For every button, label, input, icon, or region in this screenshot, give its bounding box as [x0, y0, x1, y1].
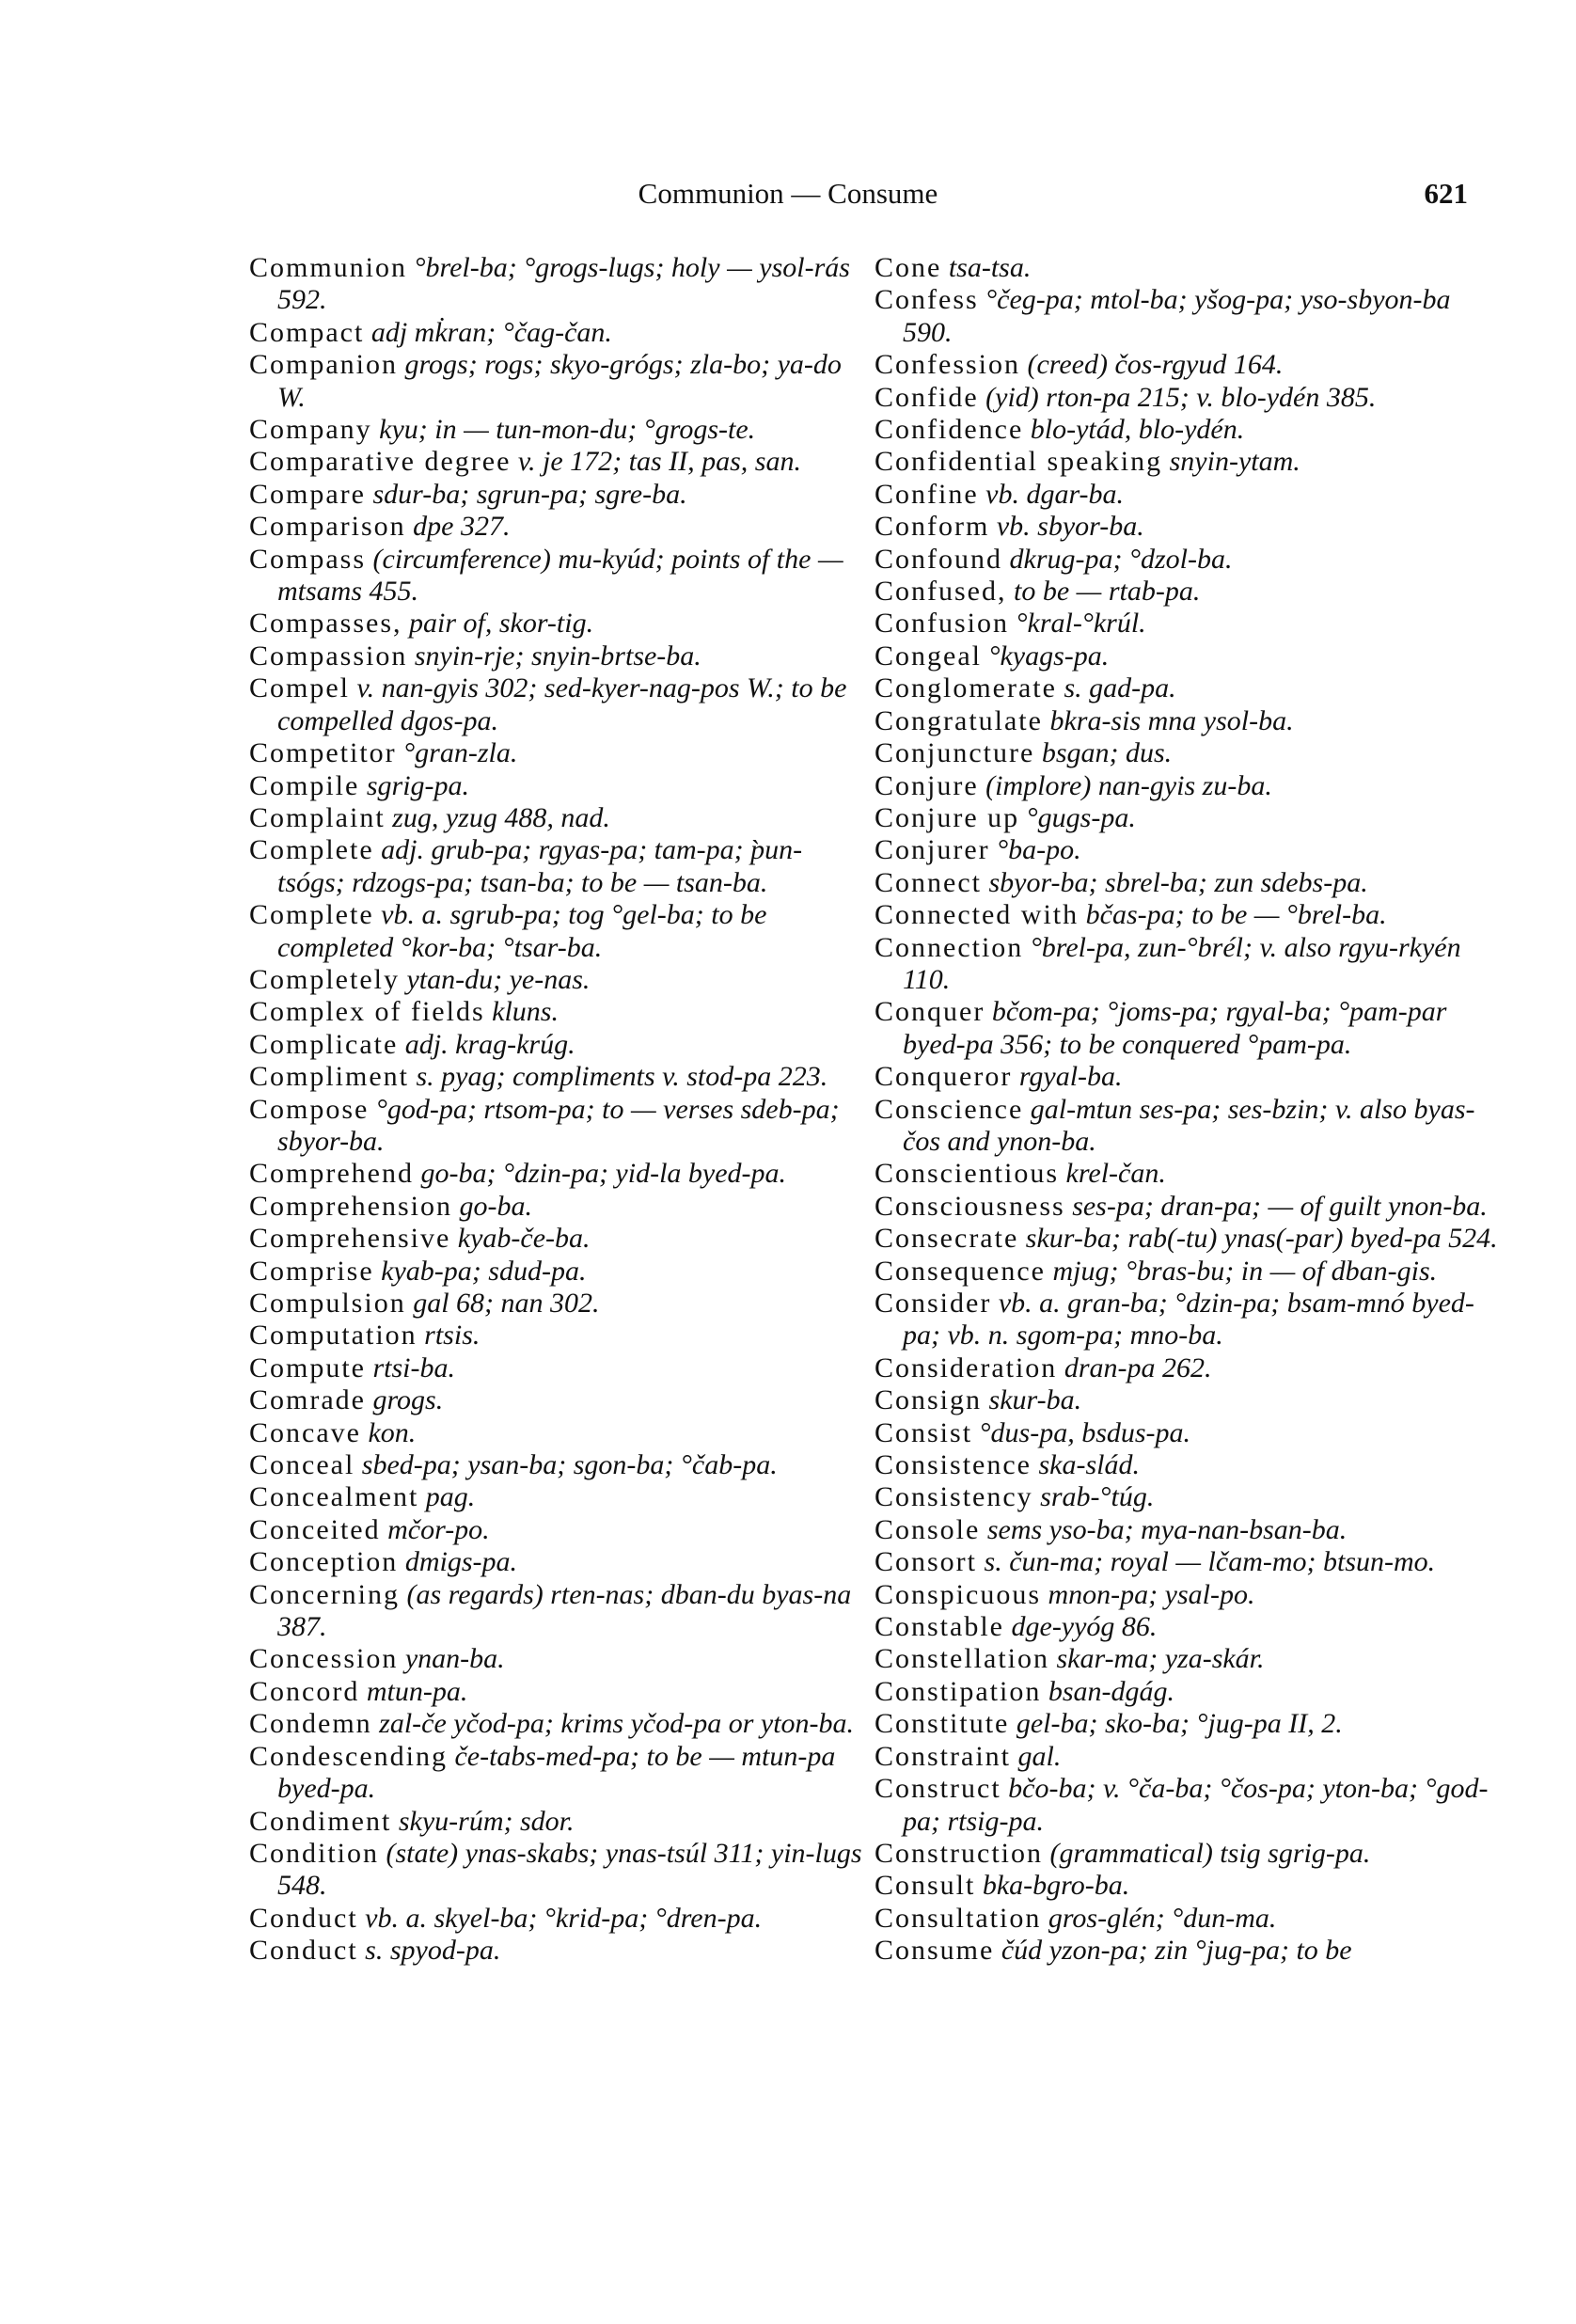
- entry-definition: (circumference) mu-kyúd; points of the — mtsams 455.: [277, 543, 843, 608]
- dictionary-entry: [875, 511, 1500, 543]
- dictionary-entry: [249, 1643, 865, 1675]
- dictionary-entry: [875, 737, 1500, 769]
- entry-headword: Compliment: [249, 1061, 409, 1093]
- entry-headword: Consequence: [875, 1255, 1046, 1287]
- dictionary-entry: [249, 1094, 865, 1159]
- dictionary-entry: [249, 770, 865, 802]
- dictionary-entry: [249, 1708, 865, 1740]
- entry-definition: °ba-po.: [997, 834, 1081, 866]
- dictionary-entry: [249, 446, 865, 478]
- dictionary-entry: [875, 672, 1500, 704]
- dictionary-entry: [875, 1741, 1500, 1773]
- dictionary-entry: [875, 834, 1500, 866]
- entry-headword: Constitute: [875, 1708, 1010, 1740]
- entry-definition: bčom-pa; °joms-pa; rgyal-ba; °pam-par byed-pa 356; to be conquered °pam-pa.: [903, 996, 1447, 1060]
- entry-headword: Conjurer: [875, 834, 990, 866]
- dictionary-entry: [875, 252, 1500, 284]
- dictionary-entry: [249, 1546, 865, 1578]
- entry-definition: vb. a. sgrub-pa; tog °gel-ba; to be completed °kor-ba; °tsar-ba.: [277, 899, 767, 963]
- entry-headword: Constraint: [875, 1740, 1011, 1772]
- entry-definition: go-ba.: [459, 1190, 532, 1222]
- entry-headword: Consistency: [875, 1481, 1033, 1513]
- entry-definition: ska-slád.: [1038, 1449, 1140, 1481]
- entry-definition: rtsi-ba.: [372, 1352, 456, 1383]
- dictionary-entry: [249, 640, 865, 672]
- dictionary-entry: [875, 349, 1500, 381]
- dictionary-entry: [875, 1223, 1500, 1255]
- dictionary-entry: [249, 544, 865, 609]
- page-title: Communion — Consume: [638, 177, 938, 210]
- entry-headword: Comparison: [249, 511, 406, 543]
- dictionary-entry: [875, 1903, 1500, 1935]
- entry-definition: dmigs-pa.: [404, 1546, 517, 1578]
- running-header: [0, 177, 1576, 214]
- entry-definition: sbed-pa; ysan-ba; sgon-ba; °čab-pa.: [361, 1449, 778, 1481]
- entry-definition: sbyor-ba; sbrel-ba; zun sdebs-pa.: [988, 866, 1368, 898]
- dictionary-entry: [875, 1611, 1500, 1643]
- entry-headword: Company: [249, 414, 372, 446]
- entry-headword: Confusion: [875, 608, 1010, 640]
- entry-headword: Concord: [249, 1675, 360, 1707]
- entry-headword: Companion: [249, 349, 398, 381]
- entry-definition: °brel-ba; °grogs-lugs; holy — ysol-rás 592.: [277, 252, 850, 316]
- dictionary-entry: [875, 1256, 1500, 1288]
- entry-headword: Consistence: [875, 1449, 1032, 1481]
- entry-definition: gal 68; nan 302.: [413, 1288, 600, 1319]
- entry-headword: Compel: [249, 672, 350, 704]
- dictionary-entry: [875, 608, 1500, 640]
- entry-headword: Conqueror: [875, 1061, 1013, 1093]
- entry-headword: Conduct: [249, 1902, 358, 1934]
- entry-definition: bčas-pa; to be — °brel-ba.: [1085, 899, 1387, 931]
- dictionary-entry: [249, 1676, 865, 1708]
- entry-definition: bka-bgro-ba.: [982, 1870, 1130, 1902]
- dictionary-entry: [875, 1546, 1500, 1578]
- entry-definition: (creed) čos-rgyud 164.: [1027, 349, 1284, 381]
- entry-headword: Compact: [249, 316, 365, 348]
- entry-definition: kon.: [368, 1416, 417, 1448]
- entry-headword: Consider: [875, 1288, 992, 1319]
- dictionary-entry: [875, 1838, 1500, 1870]
- entry-headword: Concave: [249, 1416, 361, 1448]
- entry-definition: bkra-sis mna ysol-ba.: [1049, 704, 1294, 736]
- entry-definition: (as regards) rten-nas; dban-du byas-na 387.: [277, 1578, 852, 1643]
- dictionary-entry: [249, 252, 865, 317]
- entry-definition: (state) ynas-skabs; ynas-tsúl 311; yin-lugs 548.: [277, 1837, 862, 1902]
- entry-definition: gal.: [1017, 1740, 1062, 1772]
- dictionary-entry: [875, 705, 1500, 737]
- entry-definition: vb. dgar-ba.: [985, 478, 1125, 510]
- dictionary-entry: [875, 899, 1500, 931]
- dictionary-entry: [249, 996, 865, 1028]
- entry-definition: dge-yyóg 86.: [1011, 1611, 1158, 1643]
- entry-headword: Concealment: [249, 1481, 419, 1513]
- entry-headword: Conglomerate: [875, 672, 1057, 704]
- dictionary-entry: [875, 867, 1500, 899]
- entry-headword: Condemn: [249, 1708, 372, 1740]
- dictionary-entry: [249, 414, 865, 446]
- entry-definition: °dus-pa, bsdus-pa.: [979, 1416, 1191, 1448]
- entry-headword: Condition: [249, 1837, 380, 1869]
- entry-definition: (grammatical) tsig sgrig-pa.: [1049, 1837, 1371, 1869]
- entry-definition: °kyags-pa.: [988, 640, 1110, 672]
- page-number: 621: [1424, 177, 1468, 210]
- entry-headword: Conceited: [249, 1513, 381, 1545]
- dictionary-entry: [875, 1708, 1500, 1740]
- entry-headword: Compasses,: [249, 608, 402, 640]
- dictionary-entry: [875, 479, 1500, 511]
- entry-headword: Consume: [875, 1935, 995, 1967]
- entry-definition: °brel-pa, zun-°brél; v. also rgyu-rkyén 110.: [903, 931, 1461, 995]
- entry-headword: Comprehension: [249, 1190, 452, 1222]
- entry-definition: krel-čan.: [1065, 1158, 1166, 1190]
- entry-headword: Connected with: [875, 899, 1080, 931]
- dictionary-entry: [249, 1158, 865, 1190]
- entry-definition: °gugs-pa.: [1026, 801, 1136, 833]
- dictionary-entry: [875, 1191, 1500, 1223]
- entry-definition: adj. grub-pa; rgyas-pa; tam-pa; p̀un-tsógs; rdzogs-pa; tsan-ba; to be — tsan-ba.: [277, 834, 803, 898]
- entry-definition: dkrug-pa; °dzol-ba.: [1009, 543, 1233, 575]
- entry-definition: bčo-ba; v. °ča-ba; °čos-pa; yton-ba; °god-pa; rtsig-pa.: [903, 1773, 1489, 1837]
- dictionary-entry: [249, 1223, 865, 1255]
- dictionary-entry: [249, 737, 865, 769]
- entry-headword: Compare: [249, 478, 366, 510]
- entry-headword: Construction: [875, 1837, 1043, 1869]
- entry-definition: skyu-rúm; sdor.: [398, 1805, 575, 1837]
- entry-definition: vb. a. gran-ba; °dzin-pa; bsam-mnó byed-pa; vb. n. sgom-pa; mno-ba.: [903, 1288, 1474, 1352]
- entry-definition: mtun-pa.: [366, 1675, 468, 1707]
- dictionary-entry: [875, 576, 1500, 608]
- entry-definition: mnon-pa; ysal-po.: [1048, 1578, 1255, 1610]
- entry-definition: gal-mtun ses-pa; ses-bzin; v. also byas-čos and ynon-ba.: [903, 1093, 1475, 1157]
- dictionary-entry: [249, 317, 865, 349]
- dictionary-entry: [249, 1352, 865, 1384]
- entry-definition: tsa-tsa.: [948, 252, 1032, 283]
- entry-definition: sgrig-pa.: [366, 769, 470, 801]
- entry-definition: (yid) rton-pa 215; v. blo-ydén 385.: [985, 381, 1377, 413]
- dictionary-entry: [249, 479, 865, 511]
- entry-definition: s. pyag; compliments v. stod-pa 223.: [416, 1061, 828, 1093]
- entry-headword: Conscientious: [875, 1158, 1059, 1190]
- entry-headword: Conjuncture: [875, 737, 1035, 769]
- entry-headword: Conjure: [875, 769, 979, 801]
- entry-headword: Condescending: [249, 1740, 448, 1772]
- dictionary-entry: [249, 1514, 865, 1546]
- dictionary-entry: [249, 834, 865, 899]
- entry-definition: kluns.: [492, 996, 559, 1028]
- entry-definition: °god-pa; rtsom-pa; to — verses sdeb-pa; sbyor-ba.: [277, 1093, 840, 1157]
- entry-headword: Confide: [875, 381, 979, 413]
- dictionary-entry: [875, 802, 1500, 834]
- entry-definition: grogs; rogs; skyo-grógs; zla-bo; ya-do W.: [277, 349, 842, 413]
- dictionary-entry: [875, 1514, 1500, 1546]
- entry-definition: rgyal-ba.: [1018, 1061, 1123, 1093]
- dictionary-entry: [249, 899, 865, 964]
- dictionary-entry: [875, 1870, 1500, 1902]
- entry-definition: srab-°túg.: [1040, 1481, 1155, 1513]
- dictionary-entry: [875, 996, 1500, 1061]
- entry-headword: Constipation: [875, 1675, 1042, 1707]
- entry-headword: Congeal: [875, 640, 982, 672]
- entry-definition: mčor-po.: [387, 1513, 490, 1545]
- entry-headword: Concession: [249, 1643, 399, 1675]
- entry-definition: skar-ma; yza-skár.: [1056, 1643, 1265, 1675]
- dictionary-entry: [249, 1191, 865, 1223]
- entry-definition: to be — rtab-pa.: [1014, 576, 1201, 608]
- entry-headword: Competitor: [249, 737, 397, 769]
- dictionary-entry: [875, 1579, 1500, 1611]
- entry-headword: Confine: [875, 478, 979, 510]
- dictionary-entry: [875, 1094, 1500, 1159]
- entry-headword: Compass: [249, 543, 367, 575]
- dictionary-entry: [249, 1903, 865, 1935]
- dictionary-entry: [875, 1643, 1500, 1675]
- entry-definition: ytan-du; ye-nas.: [406, 963, 591, 995]
- entry-headword: Conception: [249, 1546, 399, 1578]
- entry-definition: dran-pa 262.: [1064, 1352, 1212, 1383]
- dictionary-entry: [875, 932, 1500, 997]
- dictionary-entry: [249, 1806, 865, 1838]
- entry-headword: Consideration: [875, 1352, 1058, 1383]
- entry-headword: Confidence: [875, 414, 1024, 446]
- entry-definition: s. gad-pa.: [1064, 672, 1176, 704]
- entry-headword: Consist: [875, 1416, 973, 1448]
- dictionary-entry: [875, 1773, 1500, 1838]
- entry-definition: sems yso-ba; mya-nan-bsan-ba.: [986, 1513, 1347, 1545]
- entry-definition: blo-ytád, blo-ydén.: [1030, 414, 1245, 446]
- entry-headword: Connect: [875, 866, 982, 898]
- entry-definition: vb. sbyor-ba.: [996, 511, 1144, 543]
- entry-definition: gel-ba; sko-ba; °jug-pa II, 2.: [1016, 1708, 1343, 1740]
- entry-headword: Complete: [249, 834, 374, 866]
- entry-definition: s. spyod-pa.: [365, 1935, 501, 1967]
- entry-headword: Consult: [875, 1870, 976, 1902]
- dictionary-entry: [875, 414, 1500, 446]
- entry-headword: Consort: [875, 1546, 978, 1578]
- entry-definition: rtsis.: [424, 1320, 481, 1352]
- entry-definition: grogs.: [372, 1384, 444, 1416]
- entry-headword: Comrade: [249, 1384, 366, 1416]
- entry-headword: Consecrate: [875, 1223, 1019, 1255]
- entry-definition: zal-če yčod-pa; krims yčod-pa or yton-ba.: [379, 1708, 855, 1740]
- dictionary-entry: [249, 1449, 865, 1481]
- entry-headword: Comprehend: [249, 1158, 414, 1190]
- entry-headword: Constellation: [875, 1643, 1049, 1675]
- entry-definition: skur-ba; rab(-tu) ynas(-par) byed-pa 524.: [1025, 1223, 1498, 1255]
- dictionary-entry: [249, 1384, 865, 1416]
- entry-definition: skur-ba.: [988, 1384, 1082, 1416]
- entry-definition: gros-glén; °dun-ma.: [1048, 1902, 1277, 1934]
- entry-definition: °gran-zla.: [403, 737, 518, 769]
- left-column: [249, 252, 865, 1968]
- entry-definition: snyin-ytam.: [1169, 446, 1300, 478]
- entry-headword: Conscience: [875, 1093, 1024, 1125]
- entry-headword: Confidential speaking: [875, 446, 1163, 478]
- entry-headword: Concerning: [249, 1578, 400, 1610]
- entry-definition: kyu; in — tun-mon-du; °grogs-te.: [379, 414, 756, 446]
- entry-headword: Confession: [875, 349, 1020, 381]
- dictionary-entry: [875, 770, 1500, 802]
- entry-headword: Consciousness: [875, 1190, 1065, 1222]
- dictionary-entry: [249, 1256, 865, 1288]
- entry-headword: Congratulate: [875, 704, 1043, 736]
- dictionary-entry: [875, 1384, 1500, 1416]
- entry-headword: Complete: [249, 899, 374, 931]
- entry-headword: Comparative degree: [249, 446, 512, 478]
- dictionary-entry: [875, 1449, 1500, 1481]
- entry-headword: Conduct: [249, 1935, 358, 1967]
- dictionary-entry: [875, 1417, 1500, 1449]
- dictionary-entry: [875, 1158, 1500, 1190]
- entry-headword: Compile: [249, 769, 360, 801]
- entry-definition: °čeg-pa; mtol-ba; yšog-pa; yso-sbyon-ba 590.: [903, 284, 1451, 348]
- dictionary-entry: [875, 382, 1500, 414]
- entry-headword: Console: [875, 1513, 981, 1545]
- entry-headword: Confound: [875, 543, 1002, 575]
- dictionary-entry: [875, 544, 1500, 576]
- entry-definition: bsan-dgág.: [1048, 1675, 1175, 1707]
- entry-definition: kyab-pa; sdud-pa.: [381, 1255, 587, 1287]
- entry-headword: Communion: [249, 252, 408, 283]
- entry-headword: Confused,: [875, 576, 1007, 608]
- dictionary-entry: [249, 1935, 865, 1967]
- dictionary-entry: [249, 1288, 865, 1320]
- entry-definition: vb. a. skyel-ba; °krid-pa; °dren-pa.: [365, 1902, 763, 1934]
- dictionary-entry: [249, 1838, 865, 1903]
- entry-headword: Conjure up: [875, 801, 1020, 833]
- entry-definition: pag.: [425, 1481, 476, 1513]
- entry-definition: kyab-če-ba.: [457, 1223, 591, 1255]
- entry-definition: s. čun-ma; royal — lčam-mo; btsun-mo.: [984, 1546, 1436, 1578]
- dictionary-entry: [249, 672, 865, 737]
- entry-headword: Comprise: [249, 1255, 374, 1287]
- entry-definition: dpe 327.: [413, 511, 511, 543]
- entry-definition: go-ba; °dzin-pa; yid-la byed-pa.: [420, 1158, 787, 1190]
- entry-headword: Construct: [875, 1773, 1001, 1805]
- dictionary-entry: [875, 1061, 1500, 1093]
- entry-headword: Compute: [249, 1352, 366, 1383]
- entry-headword: Confess: [875, 284, 979, 316]
- entry-definition: v. je 172; tas II, pas, san.: [517, 446, 801, 478]
- entry-headword: Compose: [249, 1093, 370, 1125]
- entry-headword: Conceal: [249, 1449, 355, 1481]
- entry-headword: Connection: [875, 931, 1024, 963]
- dictionary-entry: [875, 446, 1500, 478]
- dictionary-entry: [249, 1481, 865, 1513]
- dictionary-entry: [249, 1579, 865, 1644]
- entry-definition: adj mk̇ran; °čag-čan.: [370, 316, 612, 348]
- entry-definition: (implore) nan-gyis zu-ba.: [985, 769, 1272, 801]
- entry-headword: Complicate: [249, 1028, 399, 1060]
- entry-headword: Consign: [875, 1384, 983, 1416]
- dictionary-entry: [875, 284, 1500, 349]
- entry-headword: Completely: [249, 963, 400, 995]
- entry-definition: ses-pa; dran-pa; — of guilt ynon-ba.: [1072, 1190, 1488, 1222]
- entry-definition: °kral-°krúl.: [1016, 608, 1146, 640]
- dictionary-entry: [249, 1741, 865, 1806]
- dictionary-entry: [875, 1352, 1500, 1384]
- dictionary-entry: [249, 349, 865, 414]
- entry-definition: zug, yzug 488, nad.: [392, 801, 610, 833]
- entry-definition: čúd yzon-pa; zin °jug-pa; to be: [1001, 1935, 1352, 1967]
- entry-definition: bsgan; dus.: [1041, 737, 1173, 769]
- dictionary-entry: [249, 608, 865, 640]
- entry-definition: ynan-ba.: [404, 1643, 505, 1675]
- entry-headword: Compulsion: [249, 1288, 406, 1319]
- entry-headword: Cone: [875, 252, 942, 283]
- right-column: [875, 252, 1500, 1968]
- dictionary-entry: [875, 1935, 1500, 1967]
- entry-headword: Complaint: [249, 801, 386, 833]
- entry-headword: Condiment: [249, 1805, 392, 1837]
- entry-definition: sdur-ba; sgrun-pa; sgre-ba.: [372, 478, 687, 510]
- dictionary-entry: [875, 640, 1500, 672]
- entry-headword: Compassion: [249, 640, 408, 672]
- dictionary-entry: [249, 964, 865, 996]
- dictionary-entry: [875, 1676, 1500, 1708]
- entry-headword: Constable: [875, 1611, 1004, 1643]
- entry-definition: pair of, skor-tig.: [409, 608, 594, 640]
- entry-headword: Conspicuous: [875, 1578, 1042, 1610]
- dictionary-entry: [249, 511, 865, 543]
- entry-definition: mjug; °bras-bu; in — of dban-gis.: [1052, 1255, 1438, 1287]
- entry-headword: Complex of fields: [249, 996, 485, 1028]
- dictionary-entry: [249, 1061, 865, 1093]
- dictionary-entry: [249, 1029, 865, 1061]
- entry-definition: adj. krag-krúg.: [404, 1028, 575, 1060]
- dictionary-entry: [875, 1288, 1500, 1352]
- entry-headword: Consultation: [875, 1902, 1042, 1934]
- dictionary-entry: [249, 802, 865, 834]
- entry-headword: Comprehensive: [249, 1223, 451, 1255]
- dictionary-entry: [875, 1481, 1500, 1513]
- entry-definition: če-tabs-med-pa; to be — mtun-pa byed-pa.: [277, 1740, 836, 1805]
- entry-headword: Conform: [875, 511, 990, 543]
- dictionary-entry: [249, 1417, 865, 1449]
- dictionary-entry: [249, 1320, 865, 1352]
- entry-definition: snyin-rje; snyin-brtse-ba.: [414, 640, 701, 672]
- entry-headword: Conquer: [875, 996, 985, 1028]
- entry-definition: v. nan-gyis 302; sed-kyer-nag-pos W.; to be compelled dgos-pa.: [277, 672, 847, 736]
- entry-headword: Computation: [249, 1320, 418, 1352]
